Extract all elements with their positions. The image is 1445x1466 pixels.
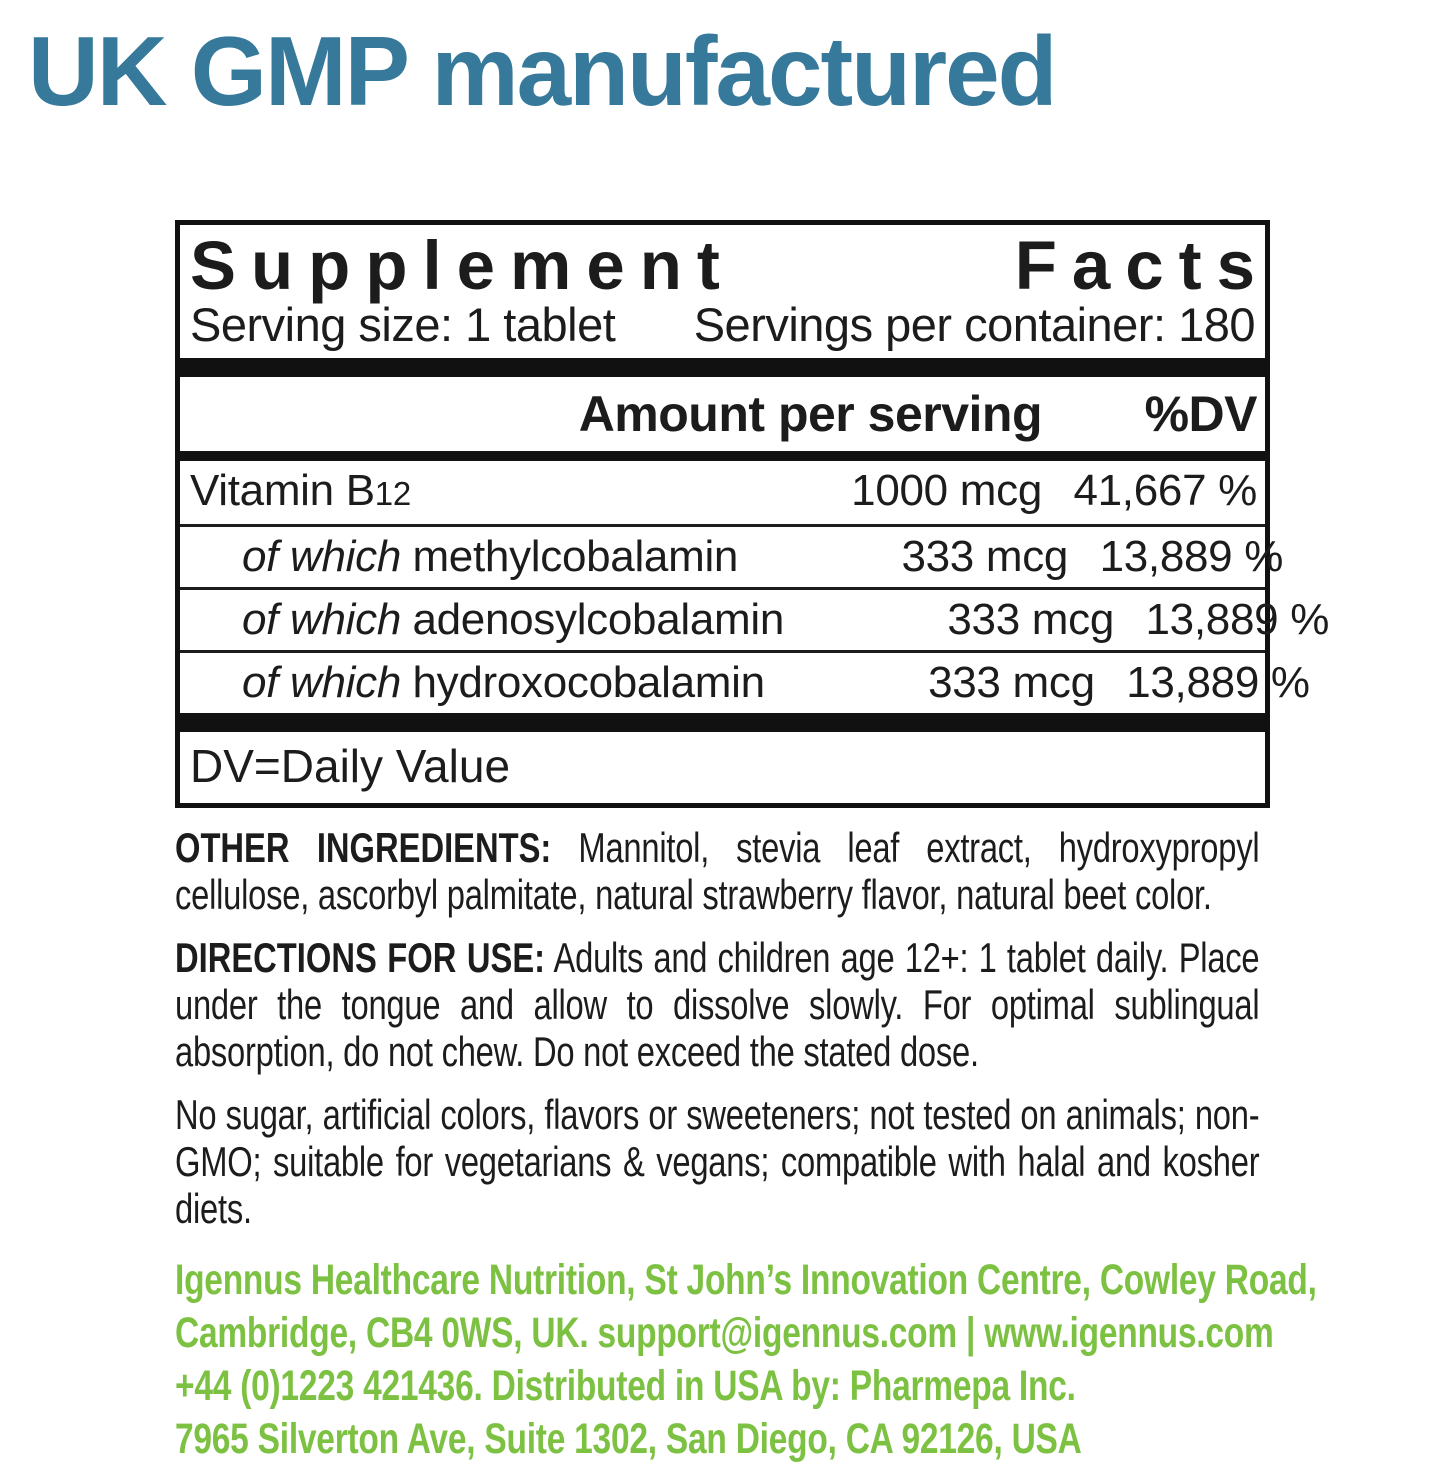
supplement-facts-panel [175,220,1330,808]
dv-footnote: DV=Daily Value [190,739,511,792]
nutrient-row-vitamin-b12 [180,461,1265,524]
of-which-prefix: of which [242,594,402,644]
nutrient-name [190,533,738,581]
manufacturer-address-block [175,1254,1317,1466]
body-copy [175,823,1317,1466]
of-which-prefix: of which [242,531,402,581]
serving-info-row [180,298,1265,358]
other-ingredients-text: Mannitol, stevia leaf extract, hydroxypropyl cellulose, ascorbyl palmitate, natural strawberry flavor, natural beet color. [175,823,1260,918]
nutrient-amount: 1000 mcg [851,465,1042,515]
directions-label: DIRECTIONS FOR USE: [175,933,546,981]
page-title: UK GMP manufactured [28,16,1056,126]
dv-column-header: %DV [1144,385,1257,442]
serving-size-text: Serving size: 1 tablet [190,297,616,351]
supplement-facts-title-word-right: Facts [1014,226,1270,304]
nutrient-dv: 13,889 % [1126,657,1310,707]
nutrient-dv: 41,667 % [1073,465,1257,515]
nutrient-name [190,596,784,644]
nutrient-row-methylcobalamin [180,527,1284,587]
nutrient-row-hydroxocobalamin [180,653,1310,713]
nutrient-amount: 333 mcg [947,594,1115,644]
nutrient-name-text: Vitamin B [190,465,375,515]
nutrient-name [190,659,765,707]
address-line-4: 7965 Silverton Ave, Suite 1302, San Diego, CA 92126, USA [175,1414,1082,1463]
supplement-facts-title-word-left: Supplement [190,226,735,304]
of-which-prefix: of which [242,657,402,707]
servings-per-container-text: Servings per container: 180 [693,297,1255,351]
nutrient-row-adenosylcobalamin [180,590,1330,650]
supplement-facts-title [180,225,1270,304]
address-line-3: +44 (0)1223 421436. Distributed in USA by: Pharmepa Inc. [175,1361,1076,1410]
directions-paragraph [175,934,1259,1075]
nutrient-name [190,467,712,518]
address-line-1: Igennus Healthcare Nutrition, St John’s Innovation Centre, Cowley Road, [175,1255,1317,1304]
nutrient-name-text: methylcobalamin [412,531,739,581]
divider-thick-bottom [180,713,1265,732]
nutrient-amount: 333 mcg [901,531,1069,581]
amount-column-header: Amount per serving [578,385,1042,442]
nutrient-dv: 13,889 % [1145,594,1330,644]
divider-medium [180,451,1265,461]
nutrient-dv: 13,889 % [1099,531,1284,581]
claims-paragraph [175,1091,1259,1232]
other-ingredients-label: OTHER INGREDIENTS: [175,823,552,871]
nutrient-name-text: hydroxocobalamin [412,657,765,707]
nutrient-name-subscript: 12 [374,474,411,512]
nutrient-name-text: adenosylcobalamin [412,594,785,644]
other-ingredients-paragraph [175,824,1259,918]
address-line-2: Cambridge, CB4 0WS, UK. support@igennus.com | www.igennus.com [175,1308,1274,1357]
divider-thick-top [180,358,1265,377]
directions-text: Adults and children age 12+: 1 tablet daily. Place under the tongue and allow to dissolve slowly. For optimal sublingual absorption, do not chew. Do not exceed the stated dose. [175,933,1260,1075]
claims-text: No sugar, artificial colors, flavors or sweeteners; not tested on animals; non-GMO; suitable for vegetarians & vegans; compatible with halal and kosher diets. [175,1090,1260,1232]
nutrient-amount: 333 mcg [928,657,1095,707]
column-header-row [180,377,1265,451]
